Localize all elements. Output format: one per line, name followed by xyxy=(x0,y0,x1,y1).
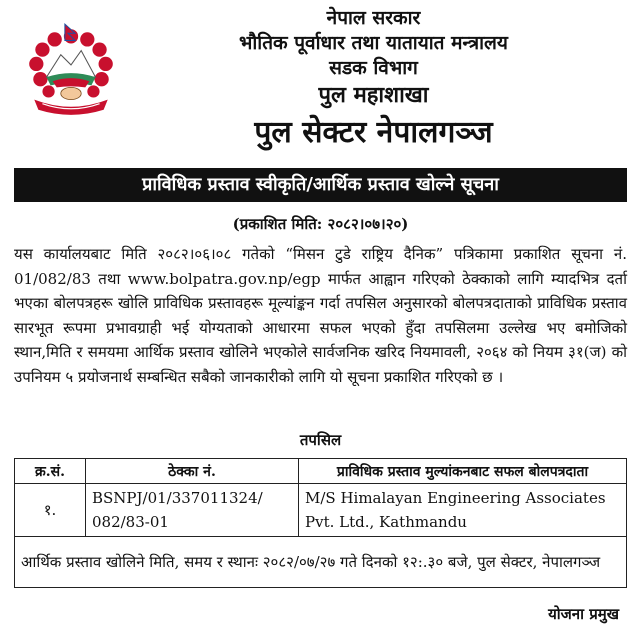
schedule-table xyxy=(14,458,627,588)
office-header xyxy=(120,6,627,155)
signature-title: योजना प्रमुख xyxy=(548,605,619,623)
financial-opening-details: आर्थिक प्रस्ताव खोलिने मिति, समय र स्थानः २०८२/०७/२७ गते दिनको १२:.३० बजे, पुल सेक्टर, नेपालगञ्ज xyxy=(15,537,627,588)
header-sn: क्र.सं. xyxy=(15,459,86,484)
table-header-row xyxy=(15,459,627,484)
cell-contract-no xyxy=(86,484,299,537)
department-name: सडक विभाग xyxy=(329,57,418,79)
contract-no-line1: BSNPJ/01/337011324/ xyxy=(92,489,263,507)
notice-paragraph: यस कार्यालयबाट मिति २०८२।०६।०८ गतेको “मिसन टुडे राष्ट्रिय दैनिक” पत्रिकामा प्रकाशित सूचना नं. 01/082/83 तथा www.bolpatra.gov.np/egp मार्फत आह्वान गरिएको ठेक्काको लागि म्यादभित्र दर्ता भएका बोलपत्रहरू खोलि प्राविधिक प्रस्तावहरू मूल्यांङ्कन गर्दा तपसिल अनुसारको बोलपत्रदाताको प्राविधिक प्रस्ताव सारभूत रूपमा प्रभावग्राही भई योग्यताको आधारमा सफल भएको हुँदा तपसिलमा उल्लेख भए बमोजिको स्थान,मिति र समयमा आर्थिक प्रस्ताव खोलिने भएकोले सार्वजनिक खरिद नियमावली, २०६४ को नियम ३१(ज) को उपनियम ५ प्रयोजनार्थ सम्बन्धित सबैको जानकारीको लागि यो सूचना प्रकाशित गरिएको छ । xyxy=(14,245,627,386)
cell-bidder xyxy=(299,484,627,537)
schedule-title: तपसिल xyxy=(299,431,342,449)
cell-sn: १. xyxy=(15,484,86,537)
header-contract-no: ठेक्का नं. xyxy=(86,459,299,484)
government-name: नेपाल सरकार xyxy=(326,7,421,29)
table-row xyxy=(15,484,627,537)
division-name: पुल महाशाखा xyxy=(318,82,429,108)
notice-title-banner: प्राविधिक प्रस्ताव स्वीकृति/आर्थिक प्रस्ताव खोल्ने सूचना xyxy=(14,168,627,202)
published-date: (प्रकाशित मिति: २०८२।०७।२०) xyxy=(232,215,409,233)
nepal-emblem-icon xyxy=(20,18,122,120)
notice-body xyxy=(14,242,627,389)
bidder-line2: Pvt. Ltd., Kathmandu xyxy=(305,513,467,531)
ministry-name: भौतिक पूर्वाधार तथा यातायात मन्त्रालय xyxy=(239,32,508,54)
contract-no-line2: 082/83-01 xyxy=(92,513,169,531)
table-footer-row xyxy=(15,537,627,588)
office-name: पुल सेक्टर नेपालगञ्ज xyxy=(254,115,493,150)
bidder-line1: M/S Himalayan Engineering Associates xyxy=(305,489,606,507)
header-bidder: प्राविधिक प्रस्ताव मुल्यांकनबाट सफल बोलपत्रदाता xyxy=(299,459,627,484)
